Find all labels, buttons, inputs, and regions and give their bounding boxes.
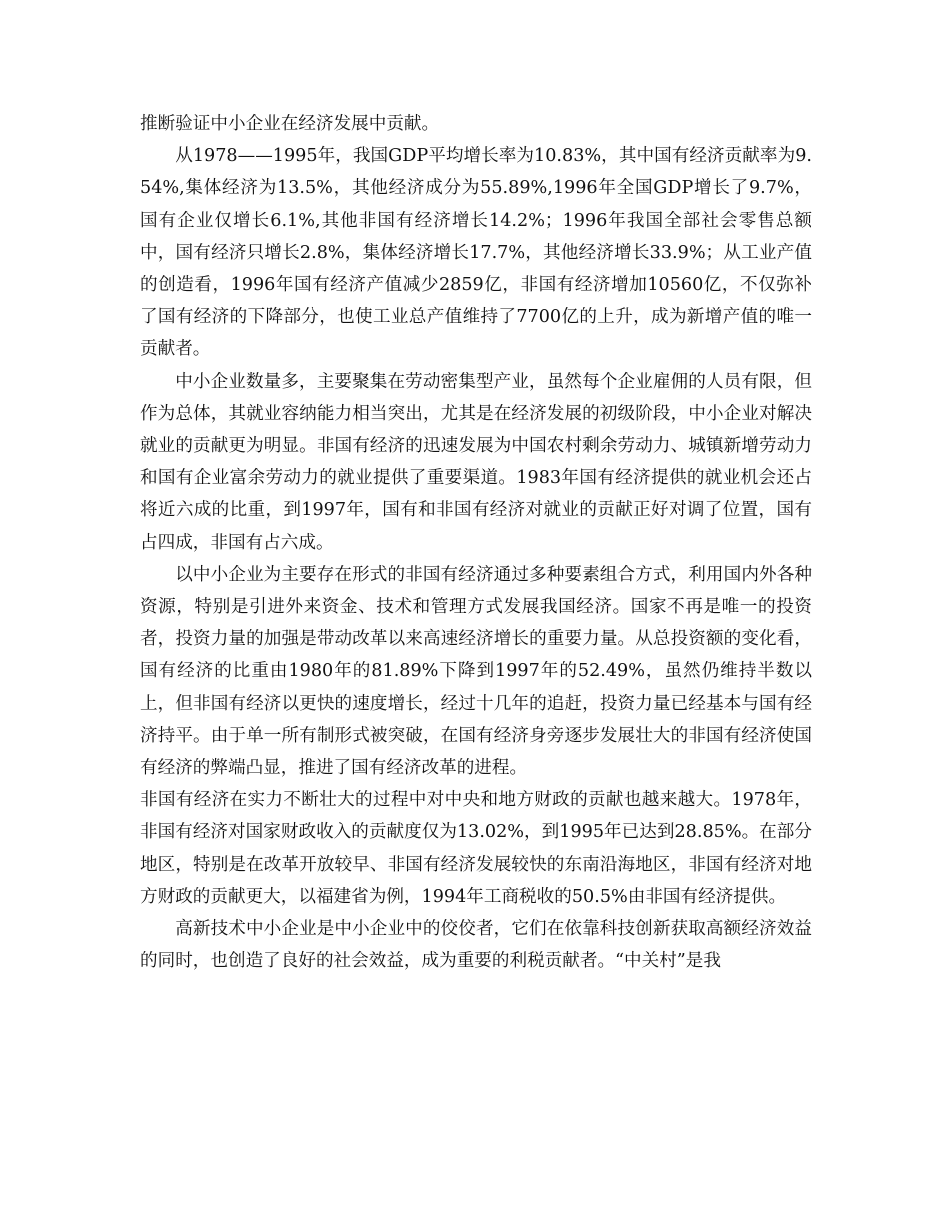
paragraph-1: 推断验证中小企业在经济发展中贡献。 [140,114,440,134]
paragraph-2: 从1978——1995年，我国GDP平均增长率为10.83%，其中国有经济贡献率为9.54%,集体经济为13.5%，其他经济成分为55.89%,1996年全国GDP增长了9.7%，国有企业仅增长6.1%,其他非国有经济增长14.2%；1996年我国全部社会零售总额中，国有经济只增长2.8%，集体经济增长17.7%，其他经济增长33.9%；从工业产值的创造看，1996年国有经济产值减少2859亿，非国有经济增加10560亿，不仅弥补了国有经济的下降部分，也使工业总产值维持了7700亿的上升，成为新增产值的唯一贡献者。 [140,146,812,360]
document-page [140,108,812,977]
paragraph-3: 中小企业数量多，主要聚集在劳动密集型产业，虽然每个企业雇佣的人员有限，但作为总体，其就业容纳能力相当突出，尤其是在经济发展的初级阶段，中小企业对解决就业的贡献更为明显。非国有经济的迅速发展为中国农村剩余劳动力、城镇新增劳动力和国有企业富余劳动力的就业提供了重要渠道。1983年国有经济提供的就业机会还占将近六成的比重，到1997年，国有和非国有经济对就业的贡献正好对调了位置，国有占四成，非国有占六成。 [140,371,812,553]
paragraph-5: 非国有经济在实力不断壮大的过程中对中央和地方财政的贡献也越来越大。1978年，非国有经济对国家财政收入的贡献度仅为13.02%，到1995年已达到28.85%。在部分地区，特别是在改革开放较早、非国有经济发展较快的东南沿海地区，非国有经济对地方财政的贡献更大，以福建省为例，1994年工商税收的50.5%由非国有经济提供。 [140,790,812,907]
paragraph-4: 以中小企业为主要存在形式的非国有经济通过多种要素组合方式，利用国内外各种资源，特别是引进外来资金、技术和管理方式发展我国经济。国家不再是唯一的投资者，投资力量的加强是带动改革以来高速经济增长的重要力量。从总投资额的变化看，国有经济的比重由1980年的81.89%下降到1997年的52.49%，虽然仍维持半数以上，但非国有经济以更快的速度增长，经过十几年的追赶，投资力量已经基本与国有经济持平。由于单一所有制形式被突破，在国有经济身旁逐步发展壮大的非国有经济使国有经济的弊端凸显，推进了国有经济改革的进程。 [140,564,812,779]
paragraph-6: 高新技术中小企业是中小企业中的佼佼者，它们在依靠科技创新获取高额经济效益的同时，也创造了良好的社会效益，成为重要的利税贡献者。“中关村”是我 [140,919,812,972]
